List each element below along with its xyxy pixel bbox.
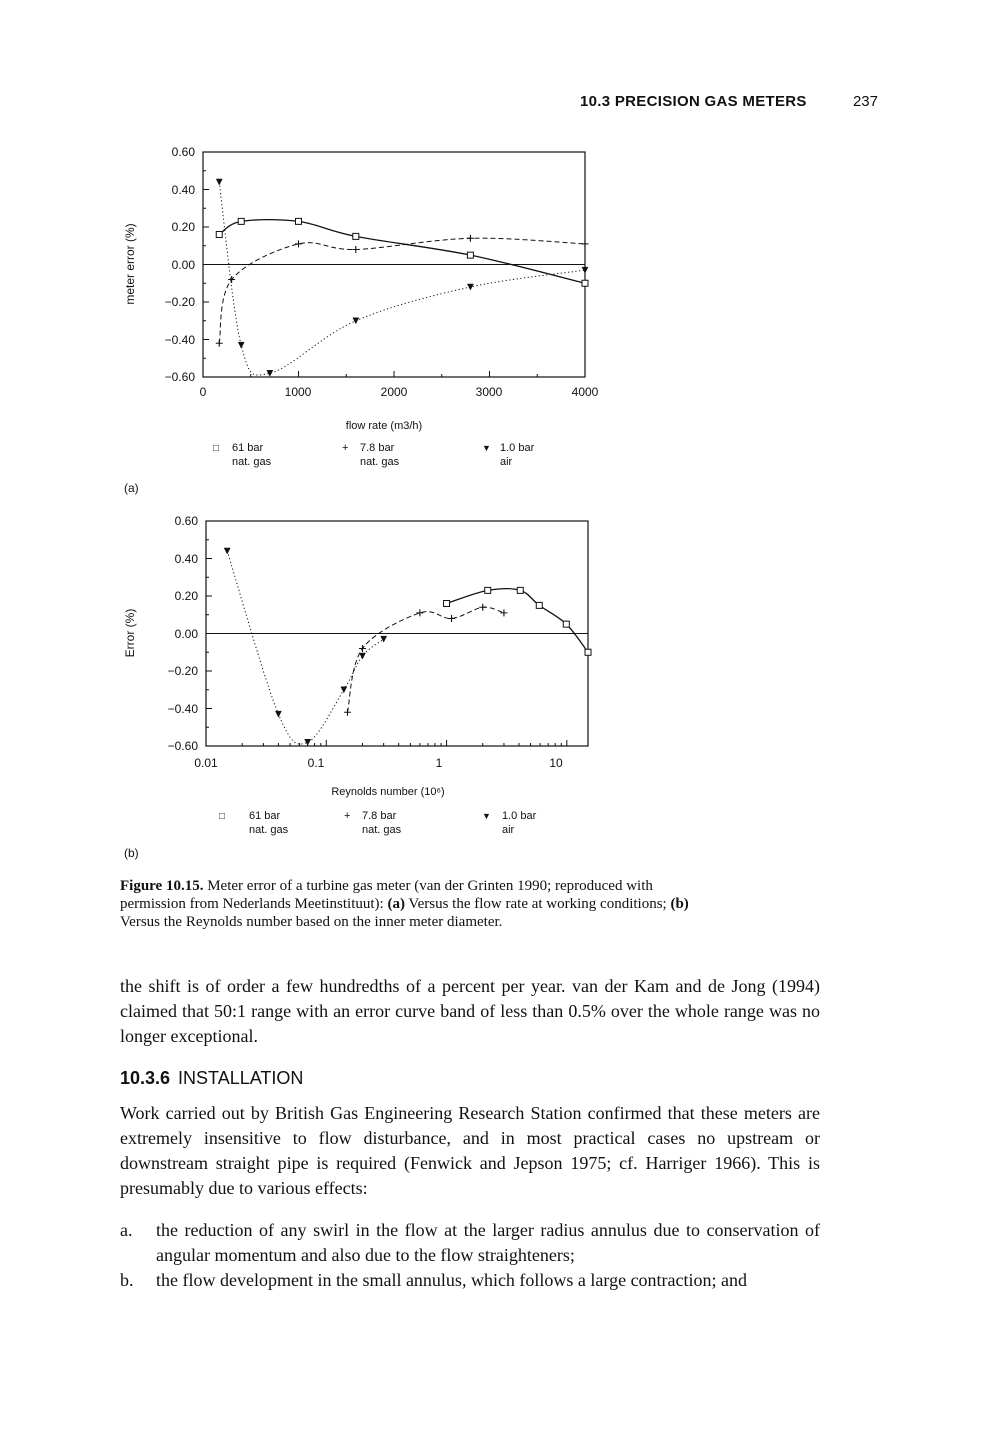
data-point-triangle: [238, 342, 244, 348]
data-point-triangle: [305, 739, 311, 745]
data-point-triangle: [353, 318, 359, 324]
data-point-square: [485, 587, 491, 593]
panel-label-b: (b): [124, 846, 139, 860]
figure-caption: [120, 877, 700, 931]
list-item: [120, 1268, 820, 1293]
data-point-square: [563, 621, 569, 627]
data-point-triangle: [275, 711, 281, 717]
list-marker: b.: [120, 1270, 134, 1290]
y-tick-label: −0.60: [164, 370, 195, 384]
legend-label: 61 bar: [249, 810, 281, 822]
body-paragraph: Work carried out by British Gas Engineering Research Station confirmed that these meters are extremely insensitive to flow disturbance, and in most practical cases no upstream or downstream straight pipe is required (Fenwick and Jepson 1975; cf. Harriger 1966). This is presumably due to various effects:: [120, 1103, 820, 1198]
data-point-triangle: [359, 653, 365, 659]
x-tick-label: 1000: [284, 385, 312, 399]
series-line: [348, 607, 504, 712]
x-axis-label-a: flow rate (m3/h): [345, 420, 423, 432]
data-point-plus: [344, 709, 351, 716]
list-marker: a.: [120, 1220, 133, 1240]
legend-a: [213, 442, 535, 468]
legend-marker-triangle: ▼: [482, 443, 491, 453]
data-point-square: [216, 232, 222, 238]
x-axis-label-b: Reynolds number (10⁶): [331, 786, 445, 798]
legend-label: 61 bar: [232, 442, 264, 454]
legend-label: air: [500, 456, 513, 468]
data-point-plus: [500, 609, 507, 616]
section-heading: [120, 1068, 303, 1089]
list-item-text: the flow development in the small annulus, which follows a large contraction; and: [156, 1270, 748, 1290]
legend-b: [219, 810, 537, 836]
y-tick-label: 0.00: [174, 627, 198, 641]
y-tick-label: −0.40: [164, 333, 195, 347]
list-item: [120, 1218, 820, 1268]
data-point-plus: [416, 609, 423, 616]
data-point-triangle: [224, 548, 230, 554]
legend-label: nat. gas: [232, 456, 272, 468]
legend-marker-plus: +: [342, 442, 349, 454]
data-point-square: [536, 602, 542, 608]
y-tick-label: 0.60: [174, 514, 198, 528]
data-point-triangle: [341, 687, 347, 693]
legend-marker-square: □: [219, 811, 226, 822]
y-tick-label: 0.20: [171, 220, 195, 234]
series-line: [219, 238, 585, 343]
caption-text: Versus the flow rate at working conditions;: [404, 896, 671, 912]
running-head-title: 10.3 PRECISION GAS METERS: [580, 93, 807, 110]
legend-marker-square: □: [213, 443, 220, 454]
x-tick-label: 3000: [475, 385, 503, 399]
data-point-plus: [216, 340, 223, 347]
x-tick-label: 2000: [380, 385, 408, 399]
data-point-plus: [295, 240, 302, 247]
data-point-square: [296, 218, 302, 224]
data-point-triangle: [381, 636, 387, 642]
caption-text: Versus the Reynolds number based on the inner meter diameter.: [120, 914, 503, 930]
data-point-plus: [228, 276, 235, 283]
legend-label: nat. gas: [362, 824, 402, 836]
body-paragraph: the shift is of order a few hundredths of a percent per year. van der Kam and de Jong (1994) claimed that 50:1 range with an error curve band of less than 0.5% over the whole range was no longer exceptional.: [120, 976, 820, 1046]
data-point-triangle: [467, 284, 473, 290]
x-tick-label: 4000: [571, 385, 599, 399]
y-tick-label: 0.40: [171, 183, 195, 197]
y-tick-label: 0.40: [174, 552, 198, 566]
legend-label: 1.0 bar: [500, 442, 535, 454]
x-tick-label: 0: [199, 385, 207, 399]
caption-label: Figure 10.15.: [120, 878, 204, 894]
legend-marker-triangle: ▼: [482, 811, 491, 821]
data-point-square: [444, 601, 450, 607]
y-tick-label: −0.20: [167, 664, 198, 678]
data-point-plus: [582, 240, 589, 247]
data-point-plus: [359, 645, 366, 652]
panel-label-a: (a): [124, 481, 139, 495]
legend-label: 1.0 bar: [502, 810, 537, 822]
data-point-plus: [448, 615, 455, 622]
legend-label: 7.8 bar: [360, 442, 395, 454]
y-axis-label-a: meter error (%): [123, 223, 137, 305]
y-tick-label: −0.40: [167, 702, 198, 716]
data-point-square: [585, 649, 591, 655]
y-axis-label-b: Error (%): [123, 608, 137, 658]
data-point-square: [517, 587, 523, 593]
chart-panel-a: [123, 145, 599, 495]
y-tick-label: 0.60: [171, 145, 195, 159]
data-point-plus: [352, 246, 359, 253]
data-point-plus: [467, 235, 474, 242]
caption-panel-b-label: (b): [670, 896, 689, 912]
y-tick-label: 0.20: [174, 589, 198, 603]
data-point-triangle: [216, 179, 222, 185]
x-tick-label: 1: [435, 756, 443, 770]
x-tick-label: 0.01: [194, 756, 218, 770]
series-line: [447, 589, 589, 653]
legend-label: 7.8 bar: [362, 810, 397, 822]
y-tick-label: −0.20: [164, 295, 195, 309]
y-tick-label: 0.00: [171, 258, 195, 272]
series-line: [219, 182, 585, 375]
x-tick-label: 10: [549, 756, 563, 770]
list-item-text: the reduction of any swirl in the flow at the larger radius annulus due to conservation of angular momentum and also due to the flow straighteners;: [156, 1220, 820, 1265]
section-number: 10.3.6: [120, 1068, 171, 1088]
legend-label: nat. gas: [360, 456, 400, 468]
data-point-square: [582, 280, 588, 286]
section-title: INSTALLATION: [178, 1068, 304, 1088]
data-point-square: [353, 233, 359, 239]
y-tick-label: −0.60: [167, 739, 198, 753]
caption-panel-a-label: (a): [387, 896, 405, 912]
series-line: [227, 551, 384, 744]
chart-panel-b: [123, 514, 591, 860]
data-point-square: [467, 252, 473, 258]
legend-label: nat. gas: [249, 824, 289, 836]
legend-label: air: [502, 824, 515, 836]
data-point-square: [238, 218, 244, 224]
caption-text: Meter error of a turbine gas meter (van der Grinten 1990; reproduced with permission from Nederlands Meetinstituut):: [120, 878, 653, 912]
data-point-plus: [479, 604, 486, 611]
series-line: [219, 220, 585, 284]
x-tick-label: 0.1: [307, 756, 325, 770]
legend-marker-plus: +: [344, 810, 351, 822]
page-number: 237: [852, 93, 878, 110]
